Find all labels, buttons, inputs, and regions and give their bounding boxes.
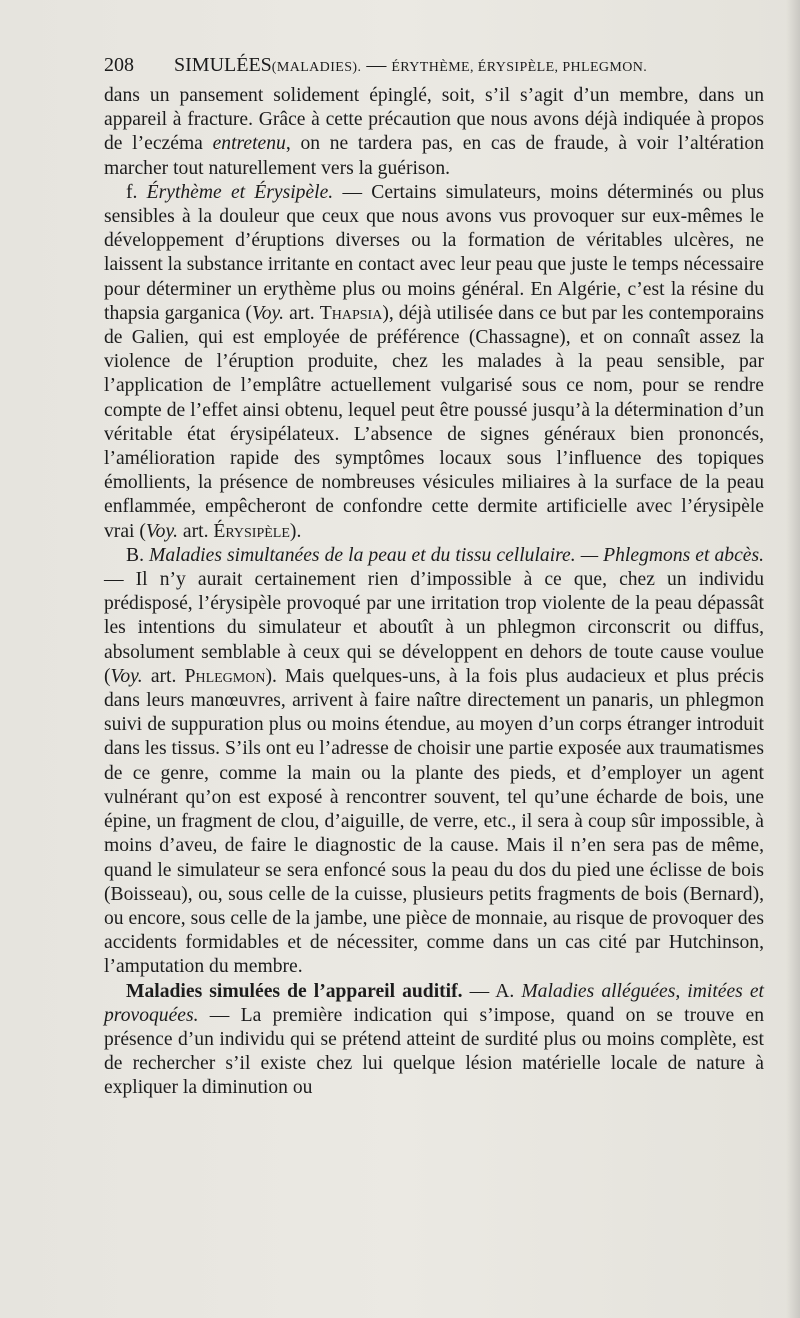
p2-prefix: f. xyxy=(126,181,147,203)
p3-text-2: ). Mais quelques-uns, à la fois plus audacieux et plus précis dans leurs manœuvres, arrivent à faire naître directement un panaris, un phlegmon suivi de suppuration plus ou moins étendue, au moyen d’un corps étranger introduit dans les tissus. S’ils ont eu l’adresse de choisir une partie exposée aux traumatismes de ce genre, comme la main ou la plante des pieds, et d’employer un agent vulnérant qu’on est exposé à rencontrer souvent, tel qu’une écharde de bois, une épine, un fragment de clou, d’aiguille, de verre, etc., il sera à coup sûr impossible, à moins d’aveu, de faire le diagnostic de la cause. Mais il n’en sera pas de même, quand le simulateur se sera enfoncé sous la peau du dos du pied une éclisse de bois (Boisseau), ou, sous celle de la cuisse, plusieurs petits fragments de bois (Bernard), ou encore, sous celle de la jambe, une pièce de monnaie, au risque de provoquer des accidents formidables et de nécessiter, comme dans un cas cité par Hutchinson, l’amputation du membre. xyxy=(104,665,764,978)
p3-text: — Il n’y aurait certainement rien d’impossible à ce que, chez un individu prédisposé, l’érysipèle provoqué par une irritation trop violente de la peau dépassât les intentions du simulateur et aboutît à un phlegmon circonscrit ou diffus, absolument semblable à ceux qui se développent en dehors de toute cause voulue ( xyxy=(104,569,764,687)
p2-ref-thapsia: Thapsia xyxy=(319,302,383,324)
p1-emphasis: entretenu xyxy=(212,133,286,155)
page-body xyxy=(104,84,764,1101)
p2-art: art. xyxy=(284,302,320,324)
paragraph-auditif xyxy=(104,980,764,1101)
p2-ref-erysipele: Érysipèle xyxy=(213,520,290,542)
page-number: 208 xyxy=(104,54,134,76)
paragraph-erytheme xyxy=(104,181,764,544)
p2-text-2: ), déjà utilisée dans ce but par les contemporains de Galien, qui est employée de préférence (Chassagne), et on connaît assez la violence de l’éruption produite, chez les malades à la peau sensible, par l’application de l’emplâtre actuellement vulgarisé sous ce nom, pour se rendre compte de l’effet ainsi obtenu, lequel peut être poussé jusqu’à la détermination d’un véritable état érysipélateux. L’absence de signes généraux bien prononcés, l’amélioration rapide des symptômes locaux sous l’influence des topiques émollients, la présence de nombreuses vésicules miliaires à la surface de la peau enflammée, empêcheront de confondre cette dermite artificielle avec l’érysipèle vrai ( xyxy=(104,302,764,542)
p4-dash: — A. xyxy=(462,980,522,1002)
p3-heading: Maladies simultanées de la peau et du tissu cellulaire. — Phlegmons et abcès. xyxy=(149,544,764,566)
page-edge-shadow xyxy=(786,0,800,1318)
paragraph-continuation xyxy=(104,84,764,181)
p4-subheading: Maladies alléguées, imitées et provoquées. xyxy=(104,980,764,1026)
p4-text: — La première indication qui s’impose, quand on se trouve en présence d’un individu qui se prétend atteint de surdité plus ou moins complète, est de rechercher s’il existe chez lui quelque lésion matérielle locale de nature à expliquer la diminution ou xyxy=(104,1004,764,1099)
p2-voy: Voy. xyxy=(251,302,285,324)
p2-text: — Certains simulateurs, moins déterminés ou plus sensibles à la douleur que ceux que nous avons vus provoquer sur eux-mêmes le développement d’éruptions diverses ou la formation de véritables ulcères, ne laissent la substance irritante en contact avec leur peau que juste le temps nécessaire pour déterminer un erythème plus ou moins général. En Algérie, c’est la résine du thapsia garganica ( xyxy=(104,181,765,324)
p4-heading: Maladies simulées de l’appareil auditif. xyxy=(126,980,463,1002)
p2-heading: Érythème et Érysipèle. xyxy=(146,181,334,203)
p3-prefix: B. xyxy=(126,544,150,566)
p1-text-end: , on ne tardera pas, en cas de fraude, à voir l’altération marcher tout naturellement vers la guérison. xyxy=(104,133,765,179)
p3-voy: Voy. xyxy=(110,665,143,687)
header-subject: ÉRYTHÈME, ÉRYSIPÈLE, PHLEGMON. xyxy=(391,60,648,75)
paragraph-phlegmons xyxy=(104,544,764,980)
p3-ref-phlegmon: Phlegmon xyxy=(184,665,266,687)
p3-art: art. xyxy=(142,665,185,687)
header-title-sub: (MALADIES). xyxy=(271,60,362,75)
p1-text: dans un pansement solidement épinglé, soit, s’il s’agit d’un membre, dans un appareil à fracture. Grâce à cette précaution que nous avons déjà indiquée à propos de l’eczéma xyxy=(104,85,764,155)
running-header xyxy=(104,50,764,80)
p2-end: ). xyxy=(289,520,302,542)
p2-voy-2: Voy. xyxy=(145,520,178,542)
p2-art-2: art. xyxy=(178,520,214,542)
header-dash: — xyxy=(361,54,392,76)
header-title-main: SIMULÉES xyxy=(174,54,272,76)
